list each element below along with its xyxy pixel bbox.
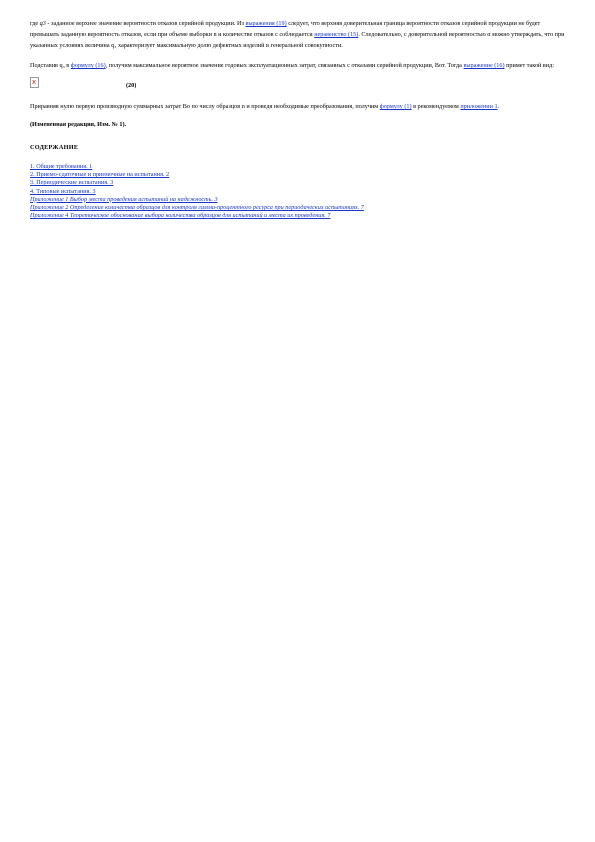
- document-body: [30, 18, 565, 220]
- link-expression-19[interactable]: выражения (19): [245, 20, 287, 27]
- toc-item: [30, 196, 565, 204]
- toc-link[interactable]: Приложение 1 Выбор места проведения испытаний на надежность. 3: [30, 195, 218, 203]
- broken-image-glyph: x: [32, 78, 37, 86]
- link-formula-16[interactable]: формулу (16): [70, 62, 106, 69]
- toc-item: [30, 204, 565, 212]
- text: примет такой вид:: [504, 62, 555, 69]
- toc-title: СОДЕРЖАНИЕ: [30, 144, 79, 151]
- equation-number: (20): [126, 82, 137, 89]
- link-appendix-1[interactable]: приложении 1: [460, 103, 498, 110]
- text: в рекомендуемом: [411, 103, 461, 110]
- toc-item: [30, 171, 565, 179]
- paragraph-confidence-bound: [30, 18, 565, 51]
- link-formula-1[interactable]: формулу (1): [379, 103, 412, 110]
- text: Приравняв нулю первую производную суммарных затрат Во по числу образцов n и проведя необходимые преобразования, получим: [30, 103, 380, 110]
- amendment-note: (Измененная редакция, Изм. № 1).: [30, 121, 127, 128]
- paragraph-substitution: [30, 60, 565, 71]
- link-inequality-15[interactable]: неравенство (15): [314, 31, 359, 38]
- table-of-contents: [30, 163, 565, 220]
- toc-link[interactable]: Приложение 2 Определение количества образцов для контроля гамма-процентного ресурса при периодических испытаниях. 7: [30, 204, 364, 212]
- broken-image-icon: [30, 77, 39, 88]
- toc-link[interactable]: 2. Приемо-сдаточные и приемочные на испытания. 2: [30, 171, 170, 179]
- formula-row: [30, 77, 565, 97]
- toc-link[interactable]: 3. Периодические испытания. 3: [30, 179, 114, 187]
- toc-item: [30, 188, 565, 196]
- text: следует, что верхняя доверительная граница вероятности отказов серийной продукции не будет превышать заданную вероятность отказов, если при объеме выборки n и количестве отказов с соблюдается: [30, 20, 541, 38]
- toc-link[interactable]: Приложение 4 Теоретическое обоснование выбора количества образцов для испытаний и места их проведения. 7: [30, 212, 331, 220]
- text: .: [497, 103, 500, 110]
- toc-item: [30, 163, 565, 171]
- text: Подставив q₃ в: [30, 62, 71, 69]
- link-expression-16[interactable]: выражение (16): [463, 62, 505, 69]
- toc-link[interactable]: 1. Общие требования. 1: [30, 163, 93, 170]
- toc-item: [30, 179, 565, 187]
- paragraph-derivative: [30, 101, 565, 112]
- toc-link[interactable]: 4. Типовые испытания. 3: [30, 187, 96, 195]
- text: , получим максимальное вероятное значение годовых эксплуатационных затрат, связанных с отказами серийной продукции, Вот. Тогда: [105, 62, 464, 69]
- text: где: [30, 20, 40, 27]
- text: . Следовательно, с доверительной вероятностью α можно утверждать, что при указанных условиях величина q₃ характеризует максимальную долю дефектных изделий в генеральной совокупности.: [30, 31, 565, 49]
- variable-q3: q3: [39, 20, 46, 27]
- text: - заданное верхнее значение вероятности отказов серийной продукции. Из: [45, 20, 246, 27]
- toc-item: [30, 212, 565, 220]
